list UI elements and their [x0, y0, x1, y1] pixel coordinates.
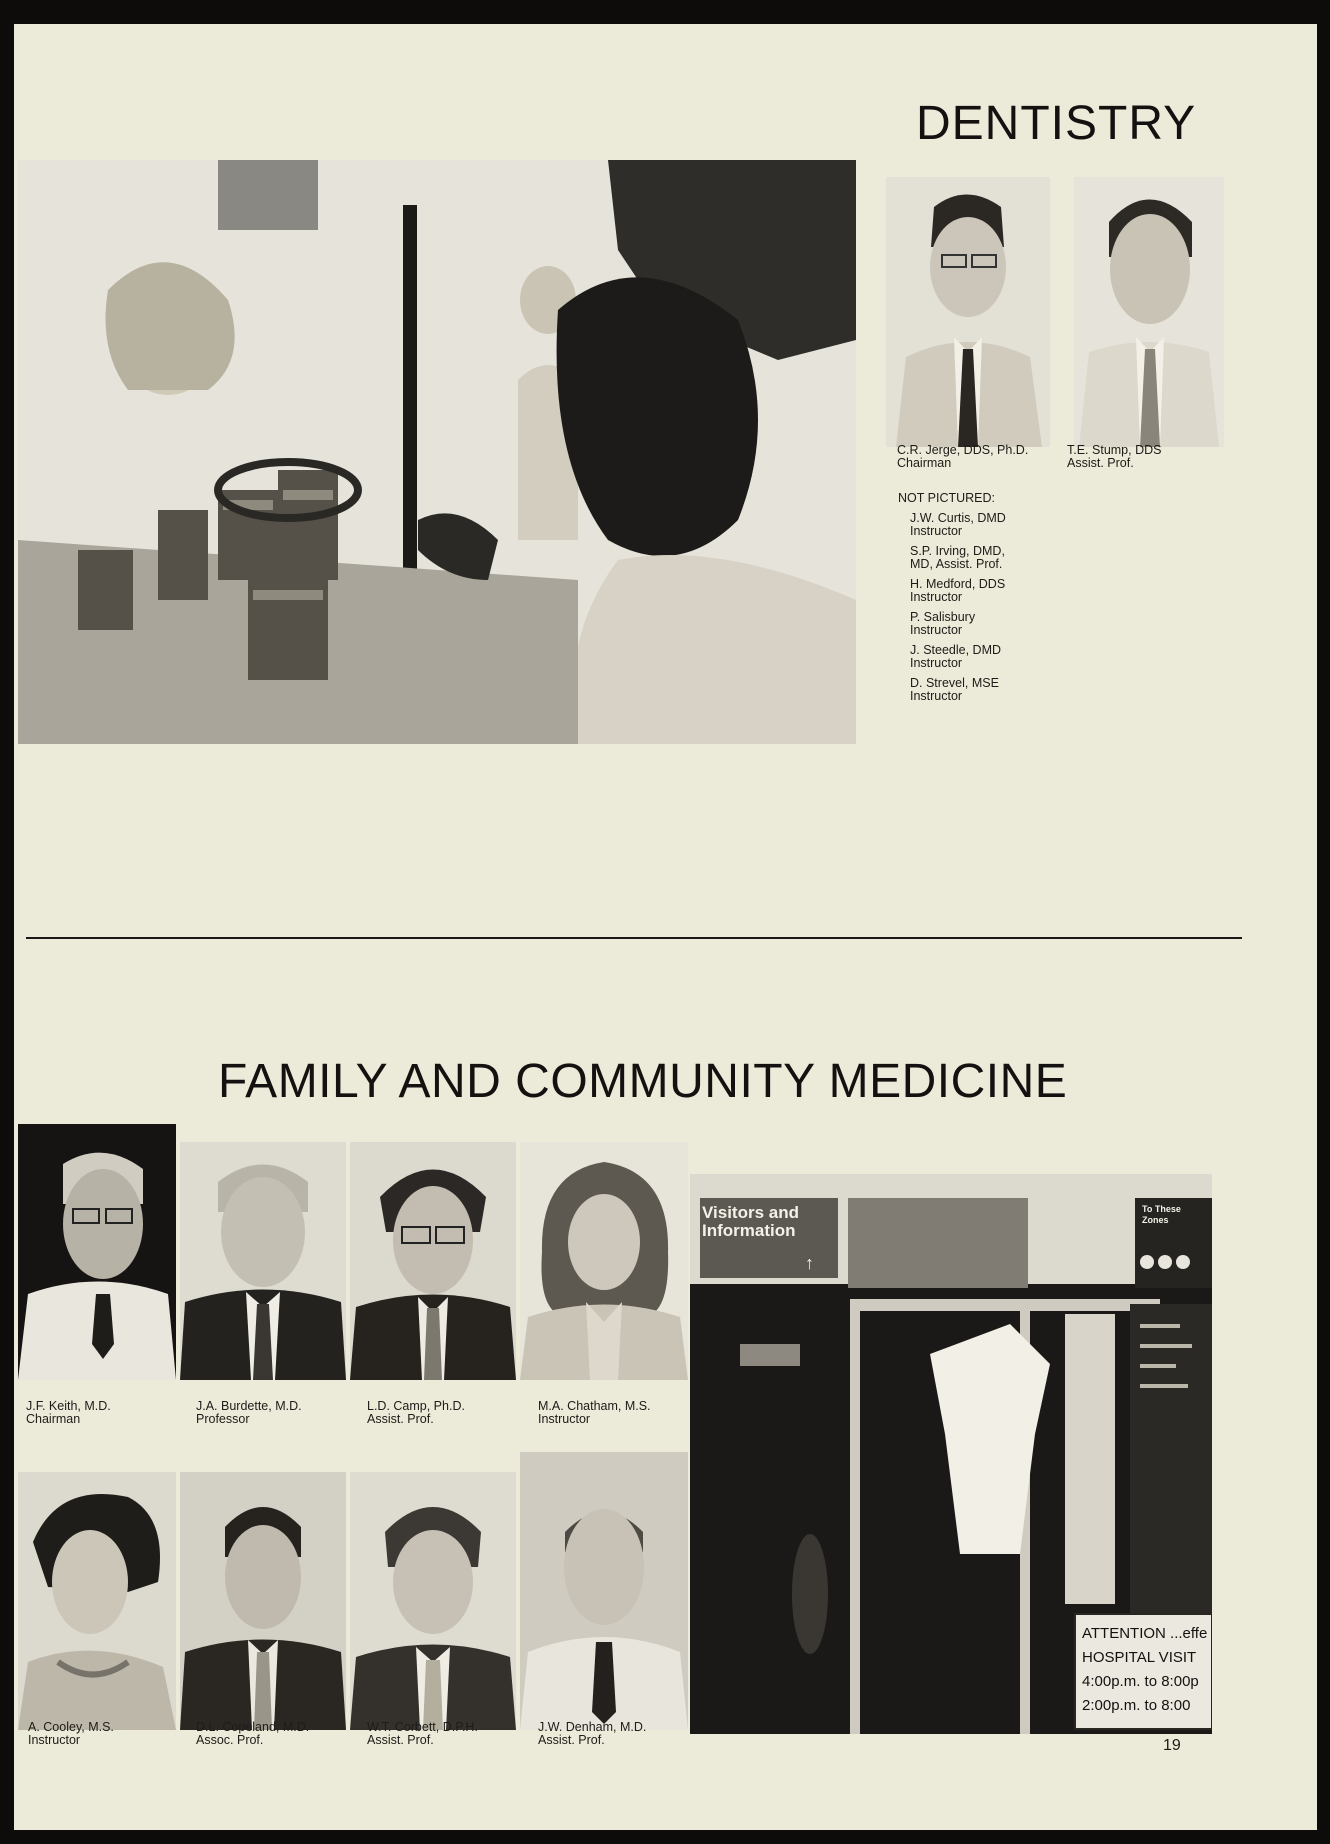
portrait-cooley	[18, 1472, 176, 1730]
zones-sign: To These Zones	[1142, 1204, 1181, 1225]
man-portrait-graphic	[180, 1472, 346, 1730]
man-portrait-graphic	[180, 1142, 346, 1380]
not-pictured-entry: H. Medford, DDS Instructor	[910, 577, 1006, 604]
caption-corbett: W.T. Corbett, D.P.H. Assist. Prof.	[367, 1720, 478, 1747]
not-pictured-entry: J. Steedle, DMD Instructor	[910, 643, 1002, 670]
man-portrait-graphic	[350, 1142, 516, 1380]
not-pictured-entry: J.W. Curtis, DMD Instructor	[910, 511, 1006, 538]
hospital-entrance-photo	[690, 1174, 1212, 1734]
visiting-hours-notice: ATTENTION ...effe HOSPITAL VISIT 4:00p.m. to 8:00p 2:00p.m. to 8:00	[1082, 1625, 1208, 1714]
caption-chatham: M.A. Chatham, M.S. Instructor	[538, 1399, 651, 1426]
caption-cooley: A. Cooley, M.S. Instructor	[28, 1720, 114, 1747]
caption-copeland: D.L. Copeland, M.D. Assoc. Prof.	[196, 1720, 310, 1747]
visitors-sign: Visitors and Information	[702, 1203, 799, 1240]
man-portrait-graphic	[520, 1452, 688, 1730]
page-number: 19	[1163, 1737, 1181, 1754]
portrait-camp	[350, 1142, 516, 1380]
not-pictured-entry: S.P. Irving, DMD, MD, Assist. Prof.	[910, 544, 1005, 571]
caption-burdette: J.A. Burdette, M.D. Professor	[196, 1399, 302, 1426]
portrait-denham	[520, 1452, 688, 1730]
man-portrait-graphic	[350, 1472, 516, 1730]
portrait-jerge	[886, 177, 1050, 447]
not-pictured-entry: D. Strevel, MSE Instructor	[910, 676, 999, 703]
portrait-corbett	[350, 1472, 516, 1730]
portrait-stump	[1074, 177, 1224, 447]
up-arrow-icon: ↑	[805, 1253, 814, 1273]
portrait-burdette	[180, 1142, 346, 1380]
craft-scene-illustration	[18, 160, 856, 744]
not-pictured-label: NOT PICTURED:	[898, 491, 995, 505]
portrait-chatham	[520, 1142, 688, 1380]
caption-jerge: C.R. Jerge, DDS, Ph.D. Chairman	[897, 443, 1029, 470]
family-medicine-title: FAMILY AND COMMUNITY MEDICINE	[218, 1055, 1068, 1108]
caption-denham: J.W. Denham, M.D. Assist. Prof.	[538, 1720, 647, 1747]
yearbook-page	[14, 24, 1317, 1830]
man-portrait-graphic	[18, 1124, 176, 1380]
woman-portrait-graphic	[520, 1142, 688, 1380]
caption-camp: L.D. Camp, Ph.D. Assist. Prof.	[367, 1399, 465, 1426]
dentistry-title: DENTISTRY	[916, 97, 1197, 150]
man-portrait-graphic	[1074, 177, 1224, 447]
not-pictured-list	[898, 492, 1006, 703]
portrait-keith	[18, 1124, 176, 1380]
section-divider	[26, 937, 1242, 939]
caption-stump: T.E. Stump, DDS Assist. Prof.	[1067, 443, 1162, 470]
dentistry-craft-photo	[18, 160, 856, 744]
portrait-copeland	[180, 1472, 346, 1730]
not-pictured-entry: P. Salisbury Instructor	[910, 610, 976, 637]
man-portrait-graphic	[886, 177, 1050, 447]
caption-keith: J.F. Keith, M.D. Chairman	[26, 1399, 111, 1426]
woman-portrait-graphic	[18, 1472, 176, 1730]
